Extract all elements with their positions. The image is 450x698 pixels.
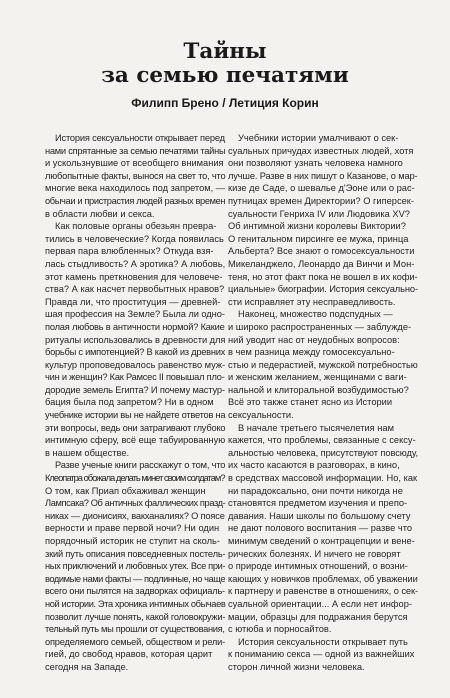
text-line: Разве ученые книги расскажут о том, что (55, 460, 226, 471)
text-line: с ютюба и порносайтов. (228, 624, 332, 635)
text-line: лучше. Разве в них пишут о Казанове, о мар- (228, 170, 418, 181)
text-line: зкий путь описания повседневных постель- (45, 548, 226, 559)
text-line: сторон личной жизни человека. (228, 661, 365, 672)
text-line: давания. Наши школы по большому счету (228, 510, 411, 521)
text-line: они позволяют узнать человека намного (228, 158, 403, 169)
text-line: дородие земель Египта? И почему мастур- (45, 384, 225, 395)
text-line: в области любви и секса. (45, 208, 155, 219)
text-line: шая профессия на Земле? Была ли одно- (45, 309, 225, 320)
text-line: Как половые органы обезьян превра- (55, 221, 217, 232)
text-line: лась стыдливость? А эротика? А любовь, (45, 258, 226, 269)
text-line: учебнике истории вы не найдете ответов на (45, 410, 226, 421)
text-line: первая пара влюбленных? Откуда взя- (45, 246, 214, 257)
text-line: обычаи и пристрастия людей разных времен (45, 195, 226, 206)
text-line: О генитальном пирсинге ее мужа, принца (228, 233, 409, 244)
title-line-1: Тайны (183, 39, 267, 64)
page-title (0, 40, 450, 88)
text-line: Лампсака? Об античных фаллических празд- (45, 498, 226, 509)
text-line: ства? А как насчет первобытных нравов? (45, 284, 225, 295)
text-line: сегодня на Западе. (45, 661, 129, 672)
text-line: тельный путь мы прошли от существования, (45, 624, 225, 635)
text-line: Наконец, множество подспудных — (238, 309, 393, 320)
text-line: ритуалы использовались в древности для (45, 334, 226, 345)
text-line: альностью человека, присутствуют повсюду, (228, 447, 418, 458)
left-paragraph (45, 132, 225, 220)
text-line: ных приключений и любовных утех. Все при- (45, 561, 226, 572)
text-line: порядочный историк не ступит на сколь- (45, 536, 220, 546)
text-line: многие века находилось под запретом, — (45, 183, 225, 194)
text-line: эти вопросы, ведь они затрагивают глубоко (45, 422, 226, 433)
left-paragraph (45, 459, 225, 673)
right-paragraph (228, 308, 418, 421)
text-line: История сексуальности открывает перед (55, 133, 225, 143)
text-line: стью и педерастией, мужской потребностью (228, 359, 418, 370)
text-line: суальных причудах известных людей, хотя (228, 145, 414, 156)
text-line: ний уводит нас от неудобных вопросов: (228, 334, 400, 345)
text-line: Альберта? Все знают о гомосексуальности (228, 246, 415, 257)
text-line: к пониманию секса — одной из важнейших (228, 649, 415, 660)
text-line: всего они пылятся на задворках официаль- (45, 586, 225, 597)
text-line: циальные» биографии. История сексуально- (228, 284, 418, 295)
text-line: интимную сферу, всё еще табуированную (45, 435, 226, 446)
text-line: водимые нами факты — подлинные, но чаще (45, 573, 226, 584)
text-line: к партнеру и равенстве в отношениях, о сек- (228, 586, 419, 597)
text-line: сти исправляет эту несправедливость. (228, 296, 396, 307)
text-line: История сексуальности открывает путь (238, 636, 408, 647)
text-line: Всё это также станет ясно из Истории (228, 397, 393, 408)
text-line: мации, образцы для подражания берутся (228, 611, 408, 622)
text-line: теня, но этот факт пока не вошел в их кофи- (228, 271, 418, 282)
text-line: Учебники истории умалчивают о сек- (238, 133, 399, 143)
text-line: в средствах массовой информации. Но, как (228, 473, 418, 484)
authors: Филипп Брено / Летиция Корин (131, 96, 319, 110)
text-line: кажется, что проблемы, связанные с сексу- (228, 435, 416, 446)
title-line-2: за семью печатями (101, 63, 349, 88)
text-line: в нашем обществе. (45, 447, 130, 458)
text-line: не дают полового воспитания — разве что (228, 523, 413, 534)
text-line: В начале третьего тысячелетия нам (238, 422, 394, 433)
text-line: определяемого семьей, обществом и рели- (45, 636, 225, 647)
text-line: Клеопатра обожала делать минет своим солдатам? (45, 473, 225, 484)
text-line: нальной и клиторальной возбудимостью? (228, 384, 409, 395)
left-column (45, 132, 225, 674)
left-paragraph (45, 220, 225, 459)
text-line: минимум сведений о контрацепции и вене- (228, 536, 415, 546)
text-line: в чем разница между гомосексуально- (228, 347, 395, 358)
text-line: Микеланджело, Леонардо да Винчи и Мон- (228, 258, 415, 269)
text-line: культур проповедовалось равенство муж- (45, 359, 226, 370)
right-paragraph (228, 132, 418, 308)
text-line: становятся предметом изучения и препо- (228, 498, 408, 509)
text-line: любопытные факты, вынося на свет то, что (45, 170, 226, 181)
text-line: и широко распространенных — заблужде- (228, 321, 412, 332)
text-line: нами спрятанные за семью печатями тайны (45, 145, 226, 156)
text-line: этот камень преткновения для человече- (45, 271, 223, 282)
text-line: верности и праве первой ночи? Ни один (45, 523, 220, 534)
text-line: никах — дионисиях, вакханалиях? О поясе (45, 510, 225, 521)
text-line: кающих у новичков проблемах, об уважении (228, 573, 418, 584)
text-line: сексуальности. (228, 410, 294, 421)
text-line: полая любовь в античности нормой? Какие (45, 321, 225, 332)
text-line: ни парадоксально, они почти никогда не (228, 485, 403, 496)
text-line: суальности Генриха IV или Людовика XV? (228, 208, 410, 219)
text-line: бация была под запретом? Ни в одном (45, 397, 214, 408)
text-line: О том, как Приап обхаживал женщин (45, 485, 206, 496)
text-line: рических болезнях. И ничего не говорят (228, 548, 401, 559)
text-line: суальной ориентации... А если нет инфор- (228, 598, 412, 609)
text-line: борьбы с импотенцией? В какой из древних (45, 347, 226, 358)
text-line: и женским желанием, женщинами с ваги- (228, 372, 407, 383)
text-line: и ускользнувшие от всеобщего внимания (45, 158, 224, 169)
text-line: чин и женщин? Как Рамсес II повышал пло- (45, 372, 225, 383)
text-line: позволит лучше понять, какой головокружи- (45, 611, 226, 622)
text-line: ной истории. Эта хроника интимных обычаев (45, 598, 226, 609)
text-line: Об интимной жизни королевы Виктории? (228, 221, 406, 232)
text-line: кизе де Саде, о шевалье д'Эоне или о рас- (228, 183, 415, 194)
text-line: путницах времен Директории? О гиперсек- (228, 195, 414, 206)
text-line: тились в человеческие? Когда появилась (45, 233, 224, 244)
right-column (228, 132, 418, 674)
text-line: их часто касаются в разговорах, в кино, (228, 460, 400, 471)
right-paragraph (228, 636, 418, 674)
text-line: гией, до свобод нравов, которая царит (45, 649, 213, 660)
text-line: о природе интимных отношений, о возни- (228, 561, 408, 572)
text-line: Правда ли, что проституция — древней- (45, 296, 221, 307)
right-paragraph (228, 422, 418, 636)
